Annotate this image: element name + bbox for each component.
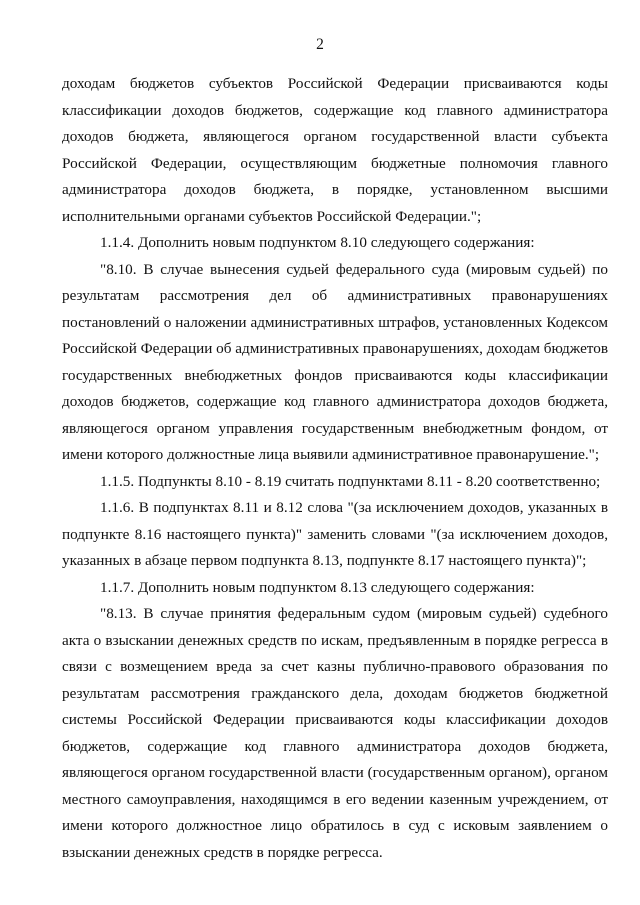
paragraph-continuation: доходам бюджетов субъектов Российской Федерации присваиваются коды классификации доходов бюджетов, содержащие код главного администратора доходов бюджета, являющегося органом государственной власти субъекта Российской Федерации, осуществляющим бюджетные полномочия главного администратора доходов бюджета, в порядке, установленном высшими исполнительными органами субъектов Российской Федерации."; <box>62 75 608 225</box>
paragraph-1-1-5: 1.1.5. Подпункты 8.10 - 8.19 считать подпунктами 8.11 - 8.20 соответственно; <box>100 472 601 490</box>
paragraph-8-10-text: "8.10. В случае вынесения судьей федерального суда (мировым судьей) по результатам рассмотрения дел об административных правонарушениях постановлений о наложении административных штрафов, установленных Кодексом Российской Федерации об административных правонарушениях, доходам бюджетов государственных внебюджетных фондов присваиваются коды классификации доходов бюджетов, содержащие код главного администратора доходов бюджета, являющегося органом управления государственным внебюджетным фондом, от имени которого должностные лица выявили административное правонарушение."; <box>62 260 609 463</box>
paragraph-1-1-4: 1.1.4. Дополнить новым подпунктом 8.10 следующего содержания: <box>100 234 535 251</box>
page-number: 2 <box>316 36 324 53</box>
paragraph-1-1-6: 1.1.6. В подпунктах 8.11 и 8.12 слова "(за исключением доходов, указанных в подпункте 8.16 настоящего пункта)" заменить словами "(за исключением доходов, указанных в абзаце первом подпункта 8.13, подпункте 8.17 настоящего пункта)"; <box>62 499 608 569</box>
paragraph-8-13-text: "8.13. В случае принятия федеральным судом (мировым судьей) судебного акта о взыскании денежных средств по искам, предъявленным в порядке регресса в связи с возмещением вреда за счет казны публично-правового образования по результатам рассмотрения гражданского дела, доходам бюджетов бюджетной системы Российской Федерации присваиваются коды классификации доходов бюджетов, содержащие код главного администратора доходов бюджета, являющегося органом государственной власти (государственным органом), органом местного самоуправления, находящимся в его ведении казенным учреждением, от имени которого должностное лицо обратилось в суд с исковым заявлением о взыскании денежных средств в порядке регресса. <box>62 605 608 861</box>
paragraph-1-1-7: 1.1.7. Дополнить новым подпунктом 8.13 следующего содержания: <box>100 578 535 596</box>
document-body <box>62 71 608 866</box>
